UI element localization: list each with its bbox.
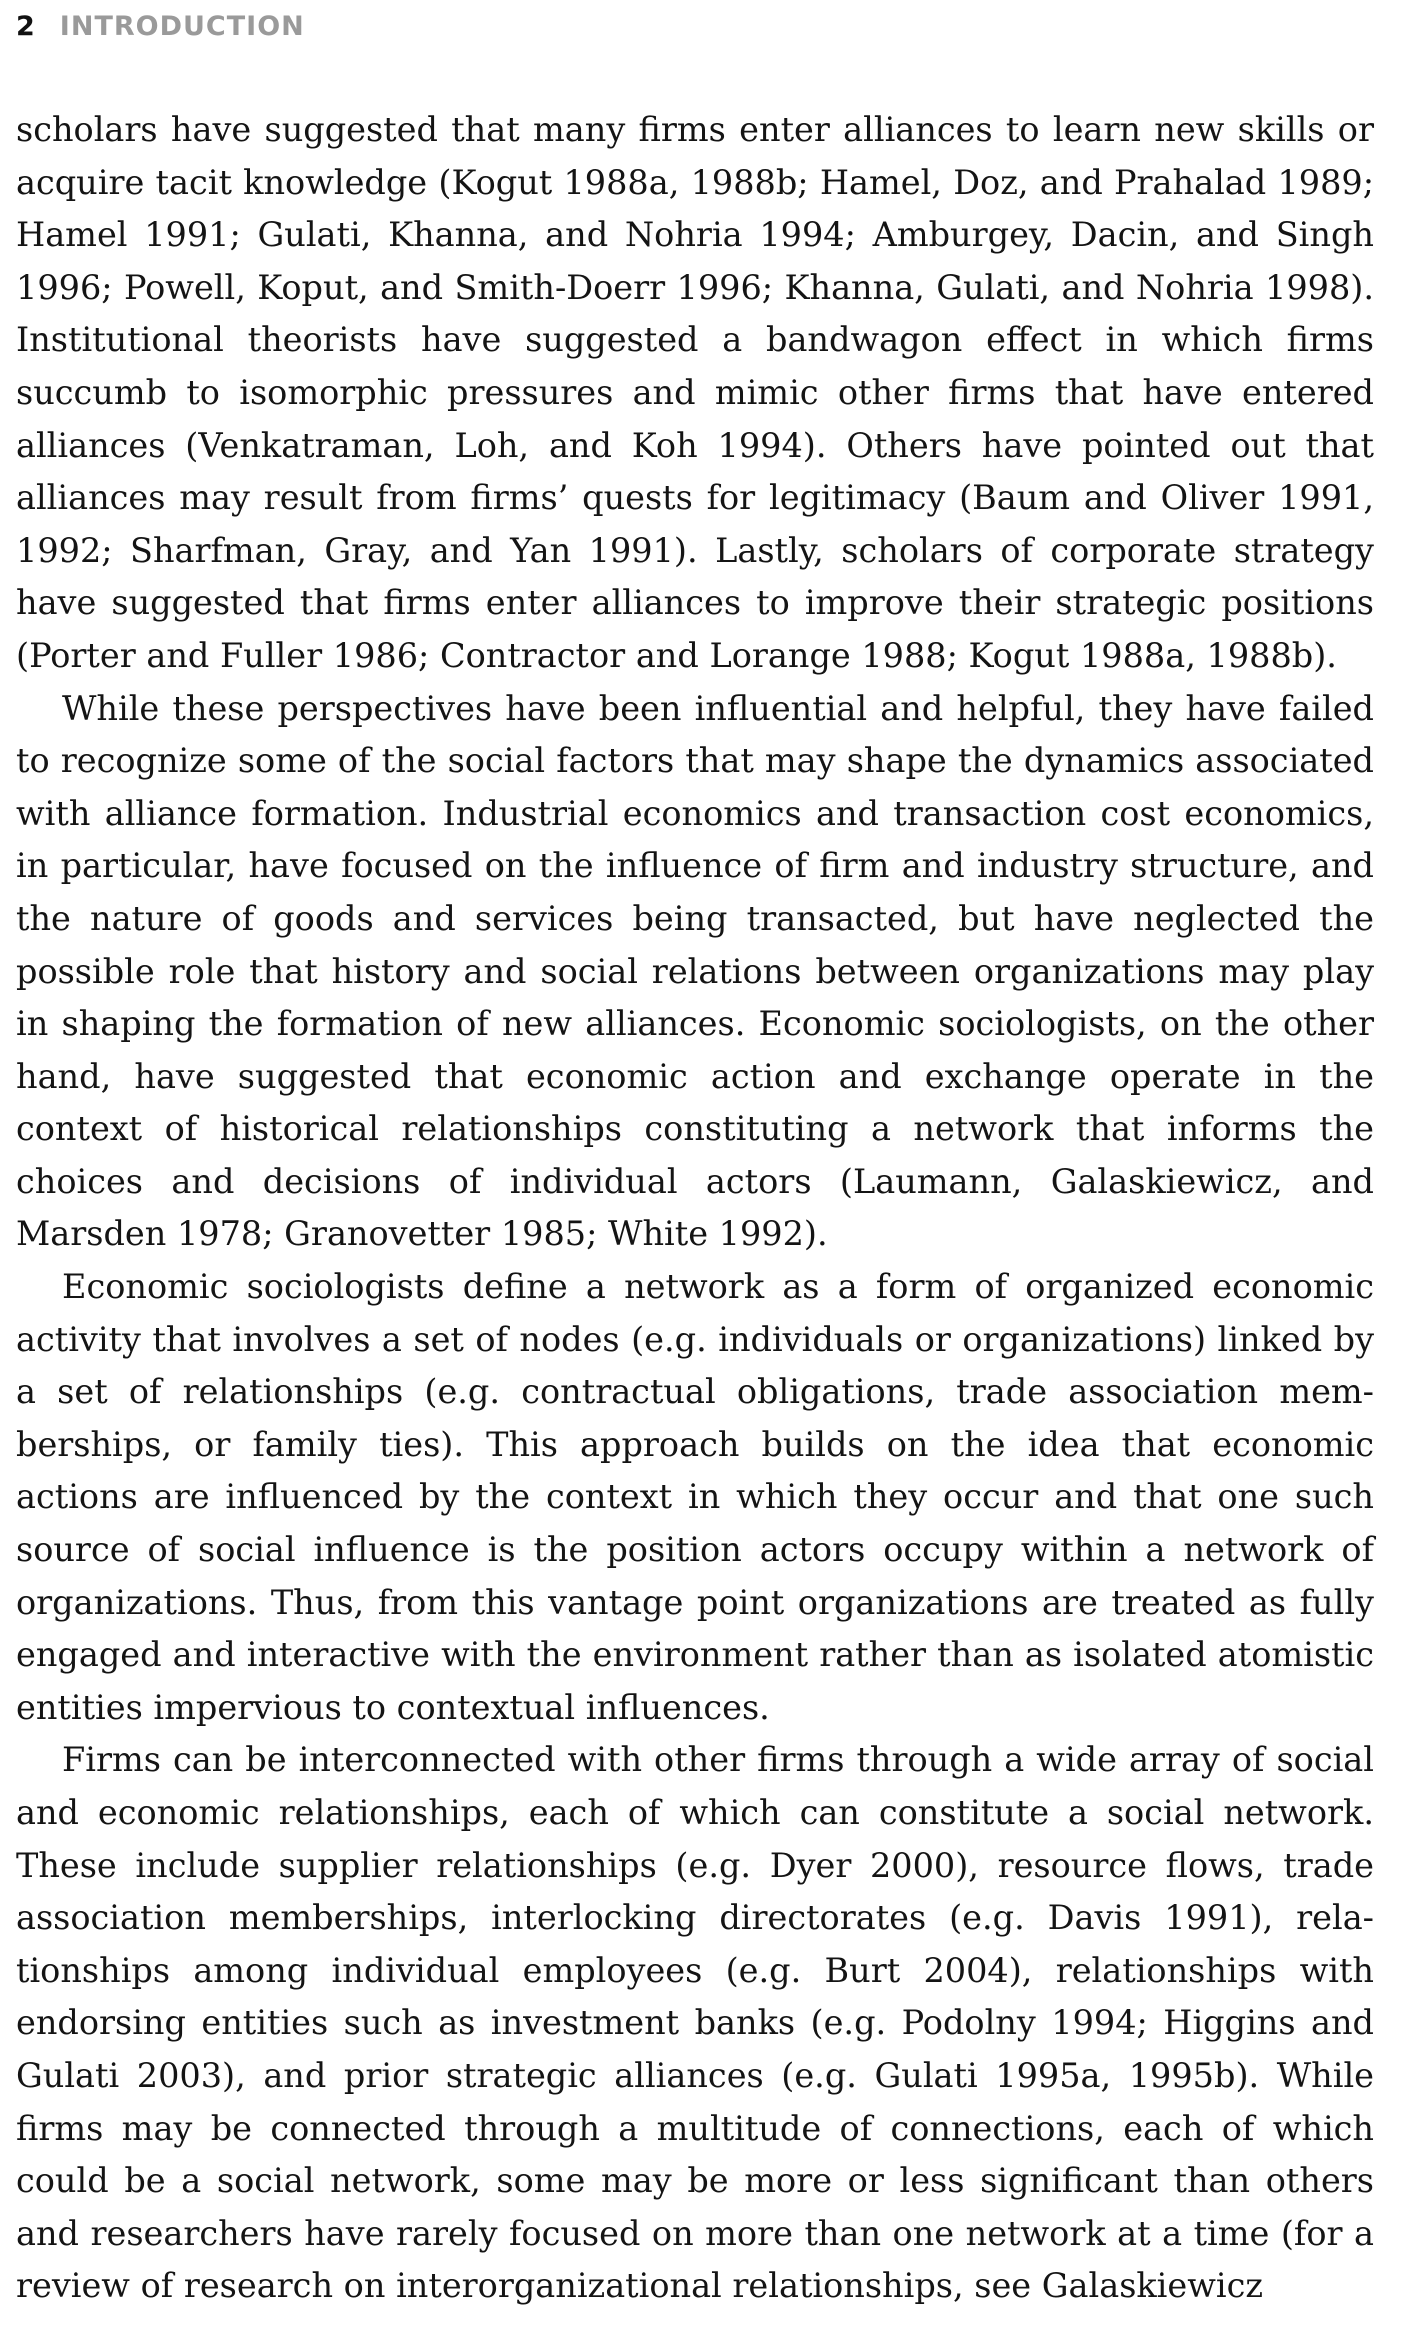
paragraph-1: scholars have suggested that many firms enter alliances to learn new skills or acquire tacit knowledge (Kogut 1988a, 1988b; Hamel, Doz, and Prahalad 1989; Hamel 1991; Gulati, Khanna, and Nohria 1994; Amburgey, Dacin, and Singh 1996; Powell, Koput, and Smith-Doerr 1996; Khanna, Gulati, and Nohria 1998). Institutional theorists have suggested a bandwagon effect in which firms succumb to isomorphic pressures and mimic other firms that have entered alliances (Venkatraman, Loh, and Koh 1994). Others have pointed out that alliances may result from firms’ quests for legitimacy (Baum and Oliver 1991, 1992; Sharfman, Gray, and Yan 1991). Lastly, scholars of corporate strategy have suggested that firms enter alliances to improve their strategic positions (Porter and Fuller 1986; Contractor and Lorange 1988; Kogut 1988a, 1988b). [16, 110, 1374, 675]
paragraph-2: While these perspectives have been influential and helpful, they have failed to recognize some of the social factors that may shape the dynamics associated with alliance formation. Industrial economics and transaction cost economics, in particular, have focused on the influence of firm and industry structure, and the nature of goods and services being transacted, but have neglected the possible role that history and social relations between organizations may play in shaping the formation of new alliances. Economic sociologists, on the other hand, have suggested that economic action and exchange operate in the context of historical relationships constituting a network that informs the choices and decisions of individual actors (Laumann, Galaskiewicz, and Marsden 1978; Granovetter 1985; White 1992). [16, 688, 1374, 1254]
body-text [16, 104, 1374, 2313]
running-head [16, 4, 305, 48]
page-number: 2 [16, 10, 36, 42]
paragraph-4: Firms can be interconnected with other firms through a wide array of social and economic relationships, each of which can constitute a social network. These include supplier relationships (e.g. Dyer 2000), resource flows, trade association memberships, interlocking directorates (e.g. Davis 1991), relationships among individual employees (e.g. Burt 2004), relationships with endorsing entities such as investment banks (e.g. Podolny 1994; Higgins and Gulati 2003), and prior strategic alliances (e.g. Gulati 1995a, 1995b). While firms may be connected through a multitude of connections, each of which could be a social network, some may be more or less significant than others and researchers have rarely focused on more than one network at a time (for a review of research on interorganizational relationships, see Galaskiewicz [16, 1740, 1374, 2306]
paragraph-3: Economic sociologists define a network as a form of organized economic activity that involves a set of nodes (e.g. individuals or organizations) linked by a set of relationships (e.g. contractual obligations, trade association memberships, or family ties). This approach builds on the idea that economic actions are influenced by the context in which they occur and that one such source of social influence is the position actors occupy within a network of organizations. Thus, from this vantage point organizations are treated as fully engaged and interactive with the environment rather than as isolated atomistic entities impervious to contextual influences. [16, 1267, 1374, 1727]
chapter-title: INTRODUCTION [59, 10, 305, 42]
